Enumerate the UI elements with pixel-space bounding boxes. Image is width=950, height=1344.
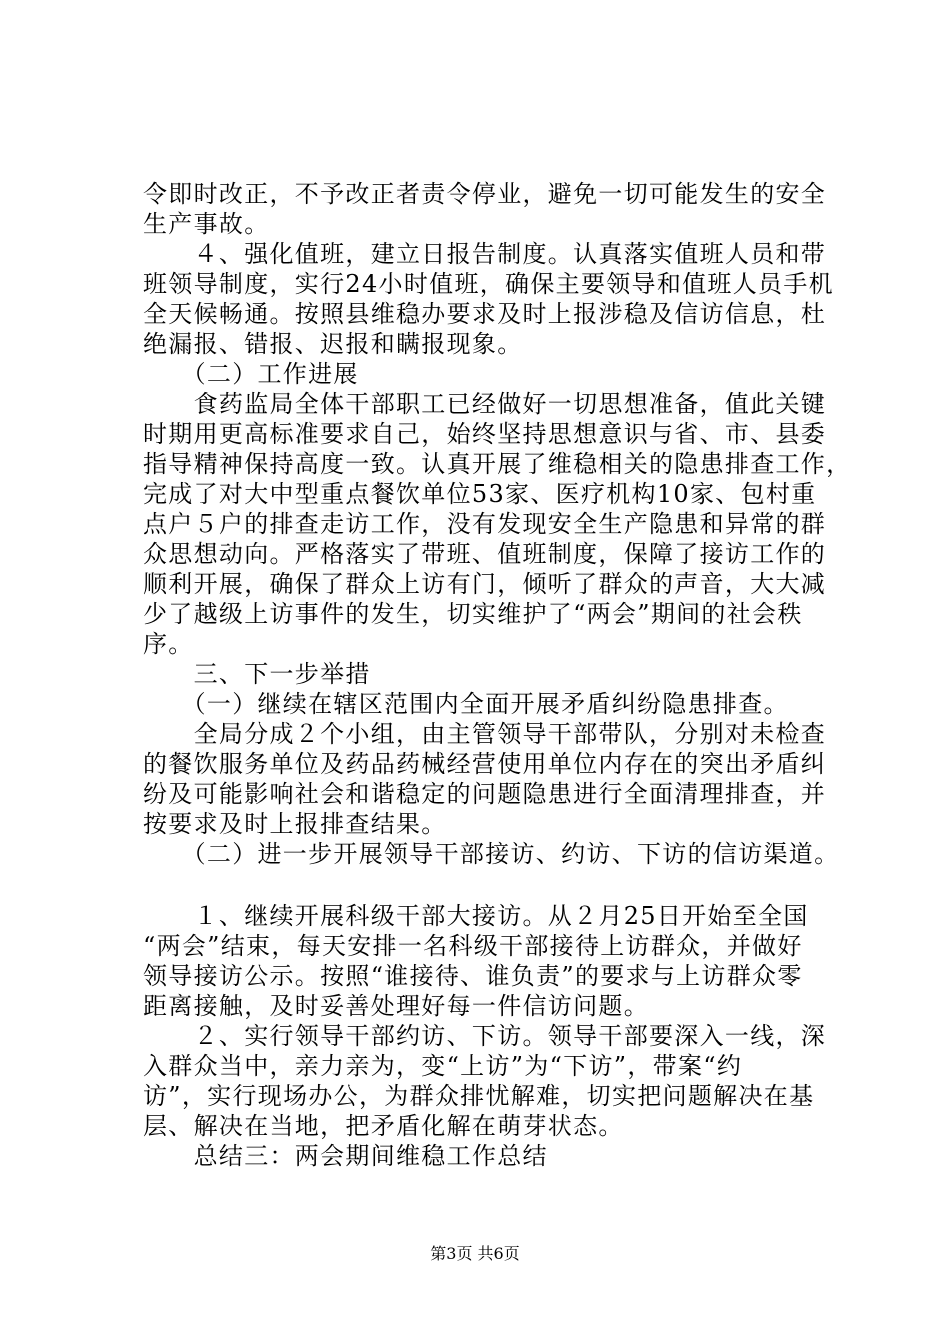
body-text-line: 时期用更高标准要求自己，始终坚持思想意识与省、市、县委 (143, 420, 827, 448)
body-text-line: 生产事故。 (143, 210, 270, 238)
body-text-line: 班领导制度，实行24小时值班，确保主要领导和值班人员手机 (143, 270, 834, 298)
body-text-line: 少了越级上访事件的发生，切实维护了“两会”期间的社会秩 (143, 600, 803, 628)
body-text-line: １、继续开展科级干部大接访。从２月25日开始至全国 (143, 902, 809, 930)
body-text-line: 访”，实行现场办公，为群众排忧解难，切实把问题解决在基 (143, 1082, 815, 1110)
section-heading: 三、下一步举措 (143, 660, 371, 688)
body-text-line: 序。 (143, 630, 194, 658)
section-heading: 总结三：两会期间维稳工作总结 (143, 1142, 548, 1170)
body-text-line: ４、强化值班，建立日报告制度。认真落实值班人员和带 (143, 240, 827, 268)
body-text-line: 点户５户的排查走访工作，没有发现安全生产隐患和异常的群 (143, 510, 827, 538)
body-text-line: 令即时改正，不予改正者责令停业，避免一切可能发生的安全 (143, 180, 827, 208)
body-text-line: 众思想动向。严格落实了带班、值班制度，保障了接访工作的 (143, 540, 827, 568)
body-text-line: 全天候畅通。按照县维稳办要求及时上报涉稳及信访信息，杜 (143, 300, 827, 328)
section-heading: （二）工作进展 (143, 360, 359, 388)
section-heading: （一）继续在辖区范围内全面开展矛盾纠纷隐患排查。 (143, 690, 789, 718)
body-text-line: 顺利开展，确保了群众上访有门，倾听了群众的声音，大大减 (143, 570, 827, 598)
body-text-line: 纷及可能影响社会和谐稳定的问题隐患进行全面清理排查，并 (143, 780, 827, 808)
body-text-line: 距离接触，及时妥善处理好每一件信访问题。 (143, 992, 649, 1020)
body-text-line: 层、解决在当地，把矛盾化解在萌芽状态。 (143, 1112, 624, 1140)
body-text-line: 领导接访公示。按照“谁接待、谁负责”的要求与上访群众零 (143, 962, 803, 990)
body-text-line: 指导精神保持高度一致。认真开展了维稳相关的隐患排查工作， (143, 450, 852, 478)
body-text-line: 的餐饮服务单位及药品药械经营使用单位内存在的突出矛盾纠 (143, 750, 827, 778)
page-footer: 第3页 共6页 (430, 1244, 520, 1263)
body-text-line: 全局分成２个小组，由主管领导干部带队，分别对未检查 (143, 720, 827, 748)
body-text-line: “两会”结束，每天安排一名科级干部接待上访群众，并做好 (143, 932, 803, 960)
body-text-line: ２、实行领导干部约访、下访。领导干部要深入一线，深 (143, 1022, 827, 1050)
body-text-line: 完成了对大中型重点餐饮单位53家、医疗机构10家、包村重 (143, 480, 817, 508)
body-text-line: 按要求及时上报排查结果。 (143, 810, 447, 838)
body-text-line: 入群众当中，亲力亲为，变“上访”为“下访”，带案“约 (143, 1052, 743, 1080)
section-heading: （二）进一步开展领导干部接访、约访、下访的信访渠道。 (143, 840, 840, 868)
body-text-line: 食药监局全体干部职工已经做好一切思想准备，值此关键 (143, 390, 827, 418)
body-text-line: 绝漏报、错报、迟报和瞒报现象。 (143, 330, 523, 358)
